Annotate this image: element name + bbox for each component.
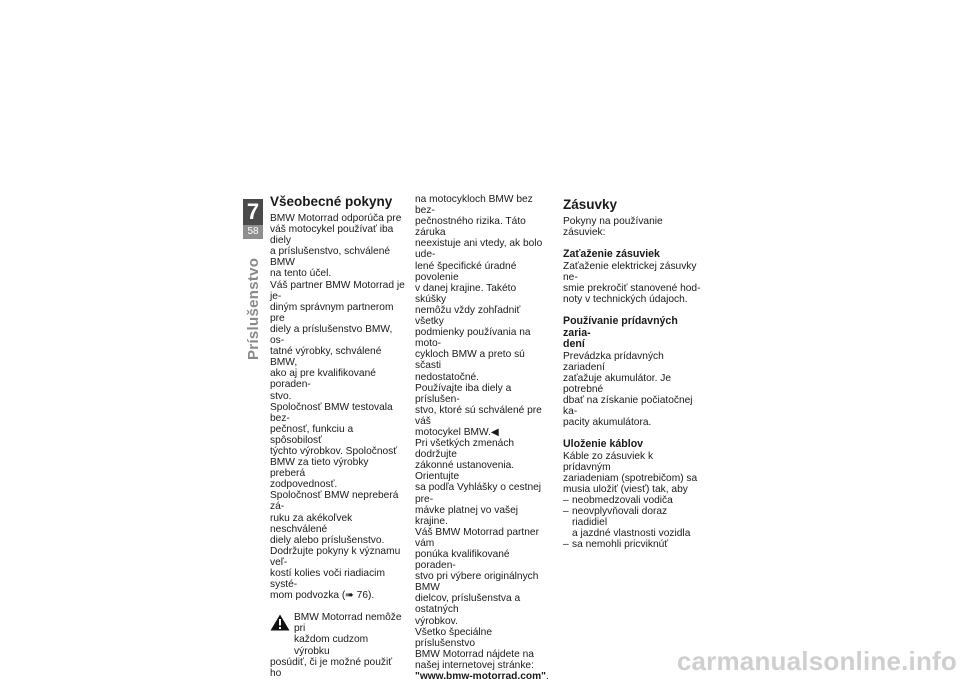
- text-line: mávke platnej vo vašej krajine.: [415, 504, 519, 527]
- text-line: zaťažuje akumulátor. Je potrebné: [563, 372, 672, 395]
- text-line: ruku za akékoľvek neschválené: [270, 512, 353, 535]
- text-line: mom podvozka (➠ 76).: [270, 590, 375, 602]
- text-line: motocykel BMW.◀: [415, 426, 499, 438]
- watermark: carmanualsonline.info: [676, 646, 957, 676]
- list-item-text: neobmedzovali vodiča: [572, 495, 673, 507]
- sockets-intro: Pokyny na používanie zásuviek:: [563, 216, 663, 239]
- dash-marker: [563, 528, 572, 539]
- text-line: každom cudzom výrobku: [294, 634, 369, 657]
- text-line: v danej krajine. Takéto skúšky: [415, 282, 517, 305]
- text-line: nedostatočné.: [415, 371, 480, 383]
- text-line: Váš BMW Motorrad partner vám: [415, 526, 539, 549]
- website-url[interactable]: "www.bmw-motorrad.com": [415, 671, 546, 682]
- text-line: cykloch BMW a preto sú sčasti: [415, 349, 525, 372]
- text-line: zákonné ustanovenia. Orientujte: [415, 460, 515, 483]
- text-line: nemôžu vždy zohľadniť všetky: [415, 304, 521, 328]
- text-line: Zaťaženie elektrickej zásuvky ne-: [563, 260, 697, 283]
- text-line: výrobkov.: [415, 615, 458, 627]
- text-line: musia uložiť (viesť) tak, aby: [563, 484, 688, 495]
- text-line: na motocykloch BMW bez bez-: [415, 194, 533, 217]
- list-item: [563, 539, 703, 550]
- text-line: posúdiť, či je možné použiť ho: [270, 656, 393, 679]
- list-item-text: sa nemohli pricviknúť: [572, 539, 669, 551]
- text-line: a príslušenstvo, schválené BMW: [270, 246, 391, 269]
- text-line: zariadeniam (spotrebičom) sa: [563, 472, 698, 484]
- general-notes-body: [270, 213, 405, 601]
- text-line: BMW Motorrad nemôže pri: [294, 612, 402, 635]
- dash-marker: –: [563, 506, 569, 518]
- chapter-tab: [243, 199, 263, 239]
- text-line: kostí kolies voči riadiacim systé-: [270, 568, 385, 591]
- section-label: Príslušenstvo: [245, 257, 262, 360]
- subheading: dení: [563, 338, 585, 351]
- text-line: pečnostného rizika. Táto záruka: [415, 216, 526, 239]
- text-line: Prevádzka prídavných zariadení: [563, 350, 664, 373]
- heading-general-notes: Všeobecné pokyny: [270, 194, 393, 209]
- text-line: Spoločnosť BMW testovala bez-: [270, 401, 393, 424]
- text-line: ponúka kvalifikované poraden-: [415, 549, 510, 572]
- list-item-text: a jazdné vlastnosti vozidla: [572, 528, 691, 540]
- text-line: BMW Motorrad nájdete na: [415, 648, 534, 660]
- list-item: [563, 528, 703, 539]
- text-line: BMW za tieto výrobky preberá: [270, 457, 369, 480]
- text-line: stvo, ktoré sú schválené pre váš: [415, 404, 542, 427]
- text-line: stvo pri výbere originálnych BMW: [415, 571, 539, 594]
- text-line: týchto výrobkov. Spoločnosť: [270, 445, 398, 457]
- text-line: Káble zo zásuviek k prídavným: [563, 450, 654, 473]
- page-number: 58: [243, 225, 263, 239]
- warning-text: [270, 612, 405, 679]
- text-line: noty v technických údajoch.: [563, 293, 688, 305]
- heading-sockets: Zásuvky: [563, 197, 618, 212]
- dash-marker: –: [563, 539, 569, 551]
- list-item-text: neovplyvňovali doraz riadidiel: [572, 506, 668, 529]
- general-notes-continued-body: [415, 194, 550, 627]
- text-line: na tento účel.: [270, 268, 332, 280]
- text-line: neexistuje ani vtedy, ak bolo ude-: [415, 238, 543, 261]
- subheading: Uloženie káblov: [563, 438, 644, 451]
- text-line: tatné výrobky, schválené BMW,: [270, 346, 382, 369]
- warning-block: [270, 612, 405, 679]
- dash-marker: –: [563, 495, 569, 507]
- text-line: ako aj pre kvalifikované poraden-: [270, 368, 376, 391]
- list-item: [563, 506, 703, 528]
- text-line: sa podľa Vyhlášky o cestnej pre-: [415, 482, 542, 505]
- subheading: Zaťaženie zásuviek: [563, 248, 660, 261]
- text-line: pečnosť, funkciu a spôsobilosť: [270, 423, 354, 446]
- text-line: našej internetovej stránke:: [415, 659, 534, 671]
- list-item: [563, 495, 703, 506]
- text-line: váš motocykel používať iba diely: [270, 224, 394, 247]
- text-line: podmienky používania na moto-: [415, 327, 531, 350]
- text-line: Váš partner BMW Motorrad je je-: [270, 279, 405, 302]
- text-line: Všetko špeciálne príslušenstvo: [415, 626, 493, 649]
- text-line: diely a príslušenstvo BMW, os-: [270, 323, 393, 347]
- text-line: BMW Motorrad odporúča pre: [270, 213, 402, 224]
- column-general-notes-continued: [415, 194, 550, 682]
- text-line: dielcov, príslušenstva a ostatných: [415, 593, 521, 616]
- sockets-sections: [563, 238, 703, 495]
- text-line: diely alebo príslušenstvo.: [270, 534, 385, 546]
- text-line: Pri všetkých zmenách dodržujte: [415, 438, 515, 461]
- website-period: .: [545, 671, 549, 682]
- column-general-notes: [270, 194, 405, 679]
- text-line: Používajte iba diely a príslušen-: [415, 382, 512, 405]
- text-line: lené špecifické úradné povolenie: [415, 260, 517, 283]
- text-line: dbať na získanie počiatočnej ka-: [563, 394, 693, 418]
- warning-triangle-icon: [270, 614, 290, 631]
- text-line: smie prekročiť stanovené hod-: [563, 282, 701, 294]
- text-line: Spoločnosť BMW nepreberá zá-: [270, 490, 399, 513]
- subheading: Používanie prídavných zaria-: [563, 315, 678, 339]
- text-line: zodpovednosť.: [270, 479, 338, 491]
- sockets-bullet-list: [563, 495, 703, 550]
- text-line: diným správnym partnerom pre: [270, 301, 394, 324]
- text-line: stvo.: [270, 390, 292, 402]
- text-line: Dodržujte pokyny k významu veľ-: [270, 545, 401, 568]
- column-sockets: [563, 194, 703, 551]
- text-line: pacity akumulátora.: [563, 417, 652, 429]
- chapter-number: 7: [246, 199, 260, 224]
